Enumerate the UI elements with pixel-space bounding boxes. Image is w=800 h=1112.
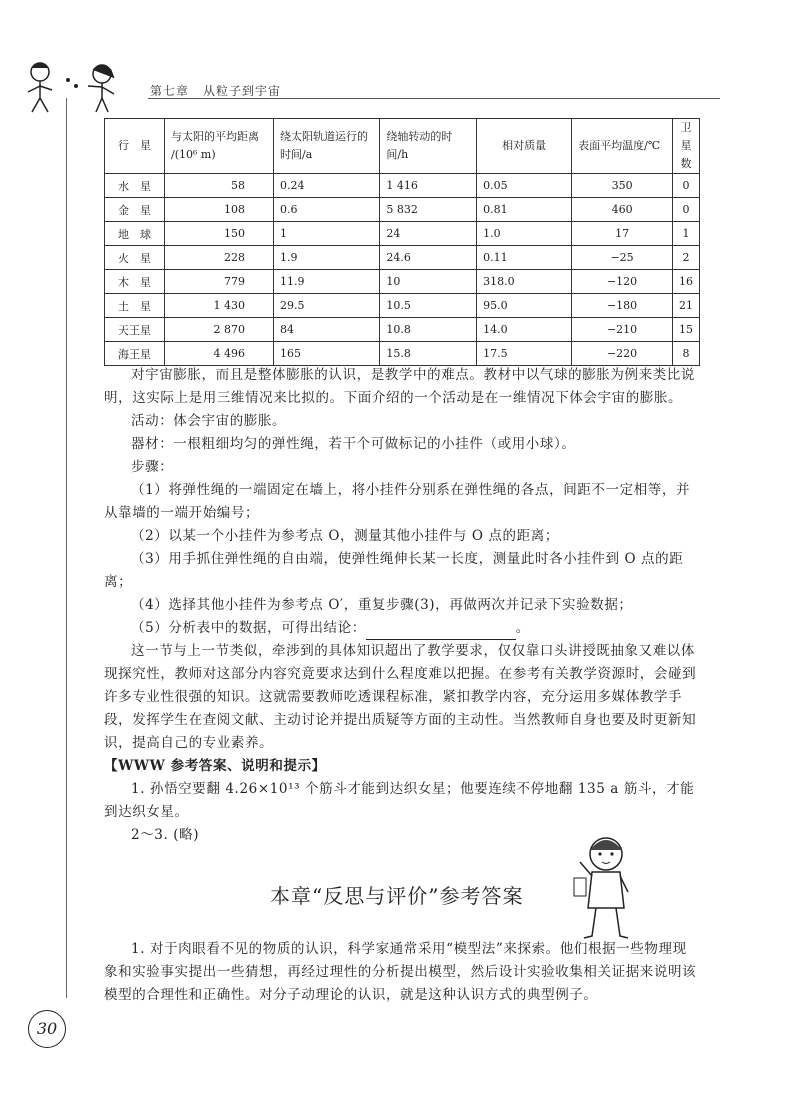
table-cell: 15 [673,318,700,342]
col-orbit-period: 绕太阳轨道运行的时间/a [274,119,380,174]
table-cell: 0.6 [274,198,380,222]
table-cell: −25 [572,246,673,270]
col-surface-temp: 表面平均温度/℃ [572,119,673,174]
table-cell: 土 星 [105,294,165,318]
table-cell: 108 [165,198,274,222]
step-5-text: （5）分析表中的数据，可得出结论： [131,620,366,636]
table-row [105,294,700,318]
table-cell: 29.5 [274,294,380,318]
table-cell: 1.9 [274,246,380,270]
table-cell: 地 球 [105,222,165,246]
answer-reflection-1: 1. 对于肉眼看不见的物质的认识，科学家通常采用“模型法”来探索。他们根据一些物理现象和实验事实提出一些猜想，再经过理性的分析提出模型，然后设计实验收集相关证据来说明该模型的合理性和正确性。对分子动理论的认识，就是这种认识方式的典型例子。 [104,941,697,1003]
table-cell: 1 430 [165,294,274,318]
step-4: （4）选择其他小挂件为参考点 O′，重复步骤(3)，再做两次并记录下实验数据； [131,597,633,613]
www-heading: 【WWW 参考答案、说明和提示】 [104,758,326,774]
table-cell: 150 [165,222,274,246]
table-cell: 779 [165,270,274,294]
table-row [105,270,700,294]
table-cell: 10 [380,270,477,294]
table-cell: 1 [274,222,380,246]
step-5 [104,617,700,640]
table-cell: 318.0 [477,270,572,294]
col-satellites: 卫星数 [673,119,700,174]
table-cell: 15.8 [380,342,477,366]
table-cell: 14.0 [477,318,572,342]
table-row [105,174,700,198]
table-cell: 0 [673,198,700,222]
table-cell: −120 [572,270,673,294]
table-row [105,318,700,342]
table-cell: 火 星 [105,246,165,270]
children-illustration-icon [18,56,138,114]
page-number: 30 [28,1010,66,1048]
table-header-row [105,119,700,174]
table-cell: 11.9 [274,270,380,294]
running-head [150,82,281,99]
table-cell: 天王星 [105,318,165,342]
table-cell: 58 [165,174,274,198]
answer-2-3: 2～3. (略) [131,827,200,843]
table-cell: −210 [572,318,673,342]
table-cell: 木 星 [105,270,165,294]
table-cell: 0.81 [477,198,572,222]
table-cell: 95.0 [477,294,572,318]
table-cell: 24 [380,222,477,246]
final-text [104,938,700,1007]
table-cell: 21 [673,294,700,318]
table-row [105,198,700,222]
table-cell: 1 [673,222,700,246]
table-cell: 0.11 [477,246,572,270]
table-cell: 460 [572,198,673,222]
step-1: （1）将弹性绳的一端固定在墙上，将小挂件分别系在弹性绳的各点，间距不一定相等，并从靠墙的一端开始编号； [104,482,691,521]
table-cell: 16 [673,270,700,294]
table-row [105,222,700,246]
table-cell: 165 [274,342,380,366]
section-title: 本章“反思与评价”参考答案 [270,884,524,908]
table-cell: 5 832 [380,198,477,222]
table-cell: 0.05 [477,174,572,198]
table-cell: 10.5 [380,294,477,318]
table-cell: 24.6 [380,246,477,270]
step-5-end: 。 [515,620,530,636]
materials: 器材：一根粗细均匀的弹性绳，若干个可做标记的小挂件（或用小球）。 [131,436,576,452]
table-body [105,174,700,366]
table-cell: 8 [673,342,700,366]
table-cell: 0 [673,174,700,198]
col-distance: 与太阳的平均距离 /(10⁶ m) [165,119,274,174]
table-cell: 2 870 [165,318,274,342]
col-planet: 行 星 [105,119,165,174]
chapter-label: 第七章 [150,84,190,98]
planet-data-table [104,118,700,366]
steps-label: 步骤： [131,459,174,475]
col-rotation-period: 绕轴转动的时间/h [380,119,477,174]
table-cell: 10.8 [380,318,477,342]
step-2: （2）以某一个小挂件为参考点 O，测量其他小挂件与 O 点的距离； [131,528,559,544]
header-rule [148,98,720,99]
paragraph-teaching: 这一节与上一节类似，牵涉到的具体知识超出了教学要求，仅仅靠口头讲授既抽象又难以体现探究性，教师对这部分内容究竟要求达到什么程度难以把握。在参考有关教学资源时，会碰到许多专业性很强的知识。这就需要教师吃透课程标准，紧扣教学内容，充分运用多媒体教学手段，发挥学生在查阅文献、主动讨论并提出质疑等方面的主动性。当然教师自身也要及时更新知识，提高自己的专业素养。 [104,643,697,751]
step-3: （3）用手抓住弹性绳的自由端，使弹性绳伸长某一长度，测量此时各小挂件到 O 点的距离； [104,551,684,590]
table-cell: 金 星 [105,198,165,222]
answer-blank [366,623,516,640]
table-cell: 4 496 [165,342,274,366]
table-row [105,342,700,366]
table-cell: 350 [572,174,673,198]
table-cell: −180 [572,294,673,318]
table-cell: −220 [572,342,673,366]
paragraph-expansion: 对宇宙膨胀，而且是整体膨胀的认识，是教学中的难点。教材中以气球的膨胀为例来类比说明，这实际上是用三维情况来比拟的。下面介绍的一个活动是在一维情况下体会宇宙的膨胀。 [104,367,695,406]
table-row [105,246,700,270]
boy-thinking-illustration-icon [562,832,648,942]
margin-rule [66,98,67,998]
table-cell: 海王星 [105,342,165,366]
answer-1: 1. 孙悟空要翻 4.26×10¹³ 个筋斗才能到达织女星；他要连续不停地翻 135 a 筋斗，才能到达织女星。 [104,781,695,820]
page-header [0,40,800,110]
table-cell: 1.0 [477,222,572,246]
table-cell: 84 [274,318,380,342]
table-cell: 17 [572,222,673,246]
table-cell: 1 416 [380,174,477,198]
main-text [104,364,700,847]
activity-title: 活动：体会宇宙的膨胀。 [131,413,287,429]
chapter-title: 从粒子到宇宙 [203,84,282,98]
table-cell: 2 [673,246,700,270]
table-cell: 228 [165,246,274,270]
table-cell: 水 星 [105,174,165,198]
col-relative-mass: 相对质量 [477,119,572,174]
table-cell: 0.24 [274,174,380,198]
table-cell: 17.5 [477,342,572,366]
